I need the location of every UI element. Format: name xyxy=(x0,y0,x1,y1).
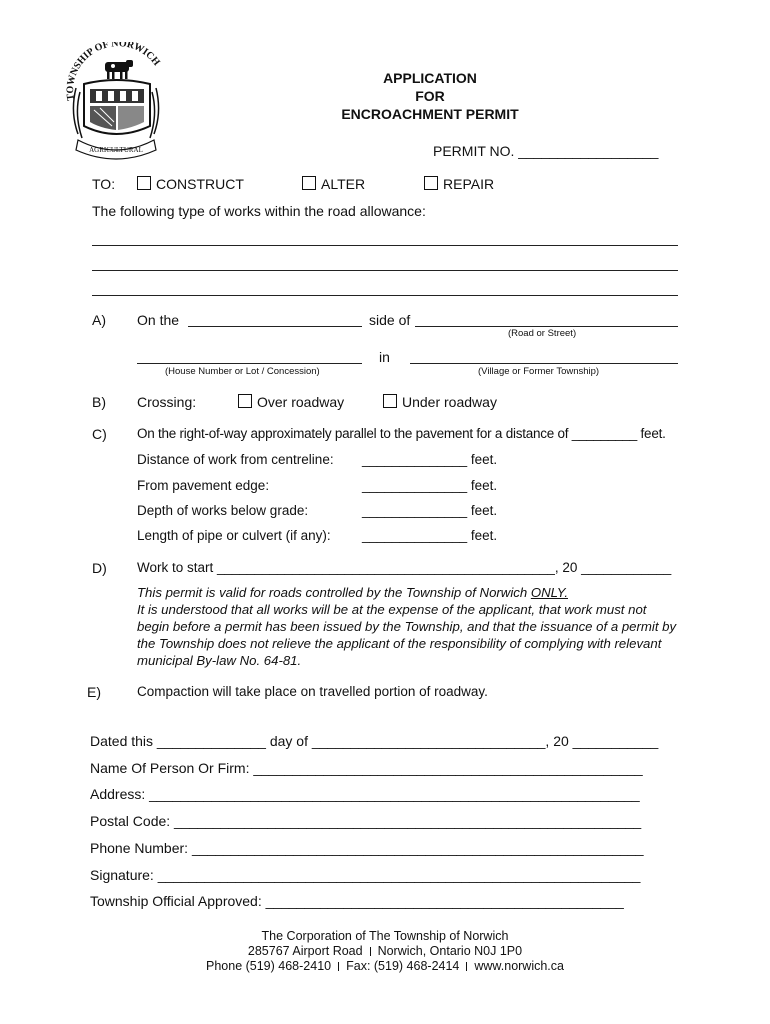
seal-arc-text: TOWNSHIP OF NORWICH xyxy=(65,42,162,102)
section-d-letter: D) xyxy=(92,560,107,576)
repair-checkbox[interactable] xyxy=(424,176,494,192)
works-line-3[interactable] xyxy=(92,295,678,296)
section-e-letter: E) xyxy=(87,684,101,700)
pavement-edge-label: From pavement edge: xyxy=(137,478,270,493)
separator-icon xyxy=(466,962,467,971)
pavement-edge-field[interactable]: ______________ feet. xyxy=(362,478,498,493)
depth-field[interactable]: ______________ feet. xyxy=(362,503,498,518)
footer-fax: Fax: (519) 468-2414 xyxy=(346,959,460,973)
alter-checkbox[interactable] xyxy=(302,176,365,192)
works-line-1[interactable] xyxy=(92,245,678,246)
title-line-3: ENCROACHMENT PERMIT xyxy=(341,106,519,122)
notice-text-1: This permit is valid for roads controlled by the Township of Norwich xyxy=(137,585,531,600)
on-the-label: On the xyxy=(137,312,180,328)
title-line-1: APPLICATION xyxy=(383,70,477,86)
seal-ribbon-text: AGRICULTURAL xyxy=(89,146,143,154)
permit-notice xyxy=(137,584,677,669)
centreline-label: Distance of work from centreline: xyxy=(137,452,334,467)
permit-number-field[interactable]: PERMIT NO. __________________ xyxy=(433,143,659,159)
alter-label: ALTER xyxy=(321,176,366,192)
checkbox-icon xyxy=(424,176,438,190)
notice-only: ONLY. xyxy=(530,585,568,600)
dated-field[interactable]: Dated this ______________ day of ______________________________, 20 ___________ xyxy=(90,733,659,749)
under-roadway-label: Under roadway xyxy=(402,394,497,410)
work-start-field[interactable]: Work to start _____________________________________________, 20 ____________ xyxy=(137,560,672,575)
centreline-field[interactable]: ______________ feet. xyxy=(362,452,498,467)
over-roadway-checkbox[interactable] xyxy=(238,394,344,410)
notice-text-2: It is understood that all works will be at the expense of the applicant, that work must not begin before a permit has been issued by the Township, and that the issuance of a permit by the Township does not relieve the applicant of the responsibility of complying with relevant municipal By-law No. 64-81. xyxy=(137,602,677,668)
township-seal-logo xyxy=(60,42,172,164)
separator-icon xyxy=(338,962,339,971)
works-intro: The following type of works within the road allowance: xyxy=(92,203,426,219)
over-roadway-label: Over roadway xyxy=(257,394,345,410)
section-c-letter: C) xyxy=(92,426,107,442)
checkbox-icon xyxy=(238,394,252,408)
address-field[interactable]: Address: _______________________________________________________________ xyxy=(90,786,640,802)
section-a-letter: A) xyxy=(92,312,106,328)
under-roadway-checkbox[interactable] xyxy=(383,394,497,410)
postal-code-field[interactable]: Postal Code: ____________________________________________________________ xyxy=(90,813,642,829)
title-line-2: FOR xyxy=(415,88,445,104)
footer-address xyxy=(0,944,770,958)
footer-contact xyxy=(0,959,770,973)
road-street-hint: (Road or Street) xyxy=(508,328,577,339)
footer-phone: Phone (519) 468-2410 xyxy=(206,959,332,973)
village-hint: (Village or Former Township) xyxy=(478,366,600,377)
footer-corporation: The Corporation of The Township of Norwich xyxy=(261,929,509,943)
name-firm-field[interactable]: Name Of Person Or Firm: __________________________________________________ xyxy=(90,760,643,776)
pipe-length-label: Length of pipe or culvert (if any): xyxy=(137,528,331,543)
footer-city: Norwich, Ontario N0J 1P0 xyxy=(377,944,523,958)
construct-label: CONSTRUCT xyxy=(156,176,244,192)
in-label: in xyxy=(379,349,390,365)
footer-street: 285767 Airport Road xyxy=(247,944,363,958)
shield-icon xyxy=(84,80,150,134)
official-approved-field[interactable]: Township Official Approved: ______________________________________________ xyxy=(90,893,624,909)
phone-number-field[interactable]: Phone Number: __________________________________________________________ xyxy=(90,840,644,856)
side-of-label: side of xyxy=(369,312,411,328)
depth-label: Depth of works below grade: xyxy=(137,503,309,518)
construct-checkbox[interactable] xyxy=(137,176,244,192)
house-number-blank[interactable] xyxy=(137,363,362,364)
pipe-length-field[interactable]: ______________ feet. xyxy=(362,528,498,543)
separator-icon xyxy=(370,947,371,956)
checkbox-icon xyxy=(383,394,397,408)
house-number-hint: (House Number or Lot / Concession) xyxy=(165,366,320,377)
road-street-blank[interactable] xyxy=(415,326,678,327)
compaction-text: Compaction will take place on travelled portion of roadway. xyxy=(137,684,488,699)
to-label: TO: xyxy=(92,176,116,192)
checkbox-icon xyxy=(137,176,151,190)
crossing-label: Crossing: xyxy=(137,394,197,410)
section-b-letter: B) xyxy=(92,394,106,410)
side-blank[interactable] xyxy=(188,326,362,327)
cow-icon xyxy=(105,60,133,79)
signature-field[interactable]: Signature: ______________________________________________________________ xyxy=(90,867,641,883)
footer-website[interactable]: www.norwich.ca xyxy=(474,959,564,973)
checkbox-icon xyxy=(302,176,316,190)
parallel-distance-field[interactable]: On the right-of-way approximately parallel to the pavement for a distance of _________ feet. xyxy=(137,426,666,441)
village-blank[interactable] xyxy=(410,363,678,364)
works-line-2[interactable] xyxy=(92,270,678,271)
repair-label: REPAIR xyxy=(443,176,495,192)
